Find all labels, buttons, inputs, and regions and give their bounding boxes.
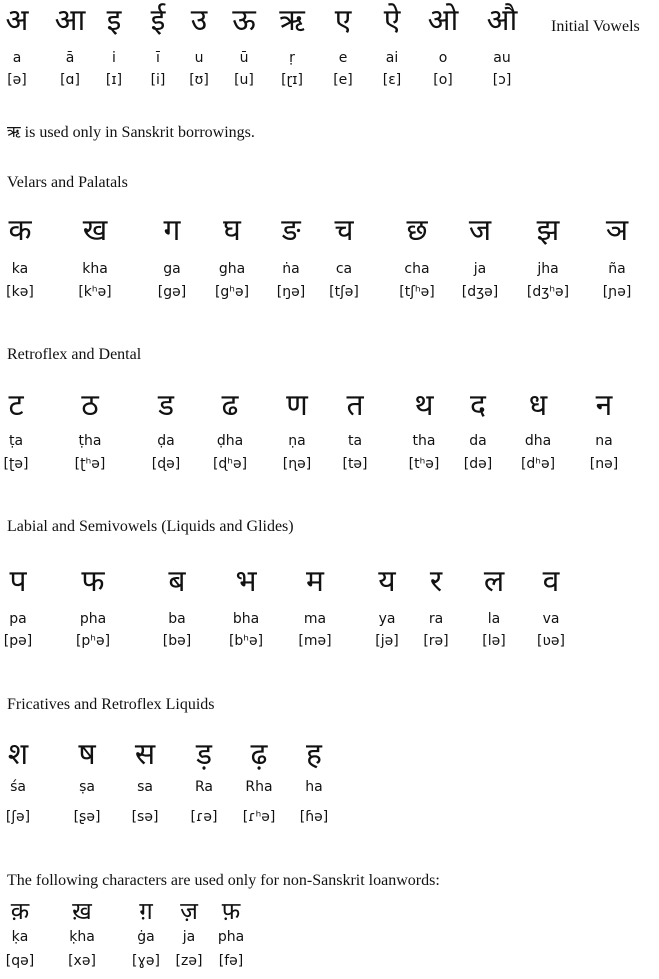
ipa-transcription: [ɣə]: [132, 953, 160, 969]
retroflex-heading: Retroflex and Dental: [7, 346, 142, 363]
ipa-transcription: [bə]: [162, 633, 192, 649]
ipa-transcription: [ŋə]: [276, 284, 306, 300]
devanagari-glyph: ड: [157, 388, 175, 423]
devanagari-glyph: व: [542, 564, 560, 599]
devanagari-glyph: ढ़: [250, 737, 268, 772]
devanagari-glyph: ब: [168, 564, 186, 599]
transliteration: o: [438, 50, 448, 66]
transliteration: gha: [218, 261, 246, 277]
ipa-transcription: [ʊ]: [189, 72, 209, 88]
devanagari-glyph: ठ: [81, 388, 99, 423]
ipa-transcription: [ɑ]: [60, 72, 80, 88]
transliteration: ū: [239, 50, 249, 66]
devanagari-glyph: ण: [286, 388, 308, 423]
ipa-transcription: [qə]: [5, 953, 35, 969]
devanagari-glyph: ट: [8, 388, 24, 423]
transliteration: cha: [404, 261, 430, 277]
transliteration: va: [542, 611, 560, 627]
devanagari-glyph: ध: [528, 388, 548, 423]
ipa-transcription: [lə]: [482, 633, 506, 649]
transliteration: dha: [524, 433, 552, 449]
transliteration: ya: [378, 611, 396, 627]
transliteration: ṭha: [78, 433, 102, 449]
ipa-transcription: [ʋə]: [537, 633, 565, 649]
devanagari-glyph: ऐ: [383, 3, 401, 38]
transliteration: bha: [232, 611, 260, 627]
devanagari-glyph: ज: [468, 213, 492, 248]
ipa-transcription: [tʃə]: [329, 284, 359, 300]
ipa-transcription: [i]: [150, 72, 166, 88]
ipa-transcription: [ɾə]: [190, 809, 218, 825]
transliteration: ta: [347, 433, 363, 449]
transliteration: e: [338, 50, 348, 66]
note-text: is used only in Sanskrit borrowings.: [20, 124, 255, 141]
vowels-heading: Initial Vowels: [551, 18, 640, 35]
transliteration: ra: [428, 611, 444, 627]
ipa-transcription: [kə]: [6, 284, 34, 300]
transliteration: ḳa: [11, 929, 29, 945]
transliteration: ṇa: [288, 433, 306, 449]
devanagari-glyph: ख़: [72, 897, 92, 925]
devanagari-glyph: ष: [78, 737, 96, 772]
devanagari-glyph: च: [334, 213, 354, 248]
ipa-transcription: [o]: [433, 72, 453, 88]
transliteration: ga: [163, 261, 181, 277]
devanagari-glyph: प: [9, 564, 27, 599]
ipa-transcription: [ʃə]: [5, 809, 31, 825]
devanagari-glyph: ञ: [605, 213, 629, 248]
transliteration: ha: [305, 779, 323, 795]
devanagari-glyph: र: [429, 564, 443, 599]
transliteration: Ra: [195, 779, 213, 795]
ipa-transcription: [pə]: [3, 633, 33, 649]
ipa-transcription: [ɲə]: [602, 284, 632, 300]
loanwords-heading: The following characters are used only for non-Sanskrit loanwords:: [7, 872, 440, 889]
devanagari-glyph: भ: [235, 564, 257, 599]
ipa-transcription: [dʒə]: [461, 284, 499, 300]
devanagari-glyph: झ: [536, 213, 560, 248]
ipa-transcription: [ɔ]: [492, 72, 512, 88]
ipa-transcription: [pʰə]: [75, 633, 111, 649]
transliteration: kha: [82, 261, 108, 277]
devanagari-glyph: इ: [106, 3, 122, 38]
transliteration: ṭa: [8, 433, 24, 449]
devanagari-glyph: ए: [334, 3, 352, 38]
devanagari-glyph: क़: [10, 897, 30, 925]
transliteration: pha: [79, 611, 107, 627]
ipa-transcription: [ɦə]: [299, 809, 329, 825]
devanagari-glyph: श: [7, 737, 29, 772]
devanagari-glyph: म: [306, 564, 324, 599]
transliteration: ṣa: [79, 779, 95, 795]
ipa-transcription: [mə]: [298, 633, 332, 649]
transliteration: la: [487, 611, 501, 627]
ipa-transcription: [fə]: [218, 953, 244, 969]
transliteration: ja: [473, 261, 487, 277]
devanagari-glyph: फ: [81, 564, 105, 599]
transliteration: ġa: [137, 929, 155, 945]
ipa-transcription: [sə]: [131, 809, 159, 825]
transliteration: ka: [11, 261, 29, 277]
devanagari-glyph: घ: [223, 213, 241, 248]
ipa-transcription: [e]: [333, 72, 353, 88]
devanagari-glyph: स: [134, 737, 156, 772]
transliteration: ā: [65, 50, 75, 66]
transliteration: na: [595, 433, 613, 449]
transliteration: ḳha: [69, 929, 95, 945]
labial-heading: Labial and Semivowels (Liquids and Glides): [7, 518, 294, 535]
devanagari-glyph: द: [470, 388, 486, 423]
ipa-transcription: [ʈʰə]: [74, 456, 106, 472]
ipa-transcription: [gʰə]: [214, 284, 250, 300]
transliteration: ī: [156, 50, 160, 66]
ipa-transcription: [də]: [463, 456, 493, 472]
devanagari-glyph: आ: [54, 3, 86, 38]
devanagari-glyph: थ: [414, 388, 434, 423]
ipa-transcription: [zə]: [175, 953, 203, 969]
devanagari-glyph: ग़: [139, 897, 153, 925]
devanagari-glyph: ङ: [281, 213, 301, 248]
sanskrit-note: [7, 120, 255, 142]
transliteration: ba: [168, 611, 186, 627]
transliteration: śa: [10, 779, 26, 795]
ipa-transcription: [tə]: [342, 456, 368, 472]
devanagari-glyph: ख: [82, 213, 108, 248]
transliteration: ḍa: [157, 433, 175, 449]
ipa-transcription: [nə]: [589, 456, 619, 472]
devanagari-glyph: क: [8, 213, 32, 248]
ipa-transcription: [bʰə]: [228, 633, 264, 649]
ipa-transcription: [ɾʰə]: [242, 809, 276, 825]
devanagari-glyph: त: [346, 388, 364, 423]
ipa-transcription: [ʂə]: [73, 809, 101, 825]
ipa-transcription: [ɛ]: [382, 72, 402, 88]
ipa-transcription: [ɖə]: [151, 456, 181, 472]
devanagari-glyph: छ: [406, 213, 428, 248]
devanagari-glyph: ई: [150, 3, 166, 38]
ipa-transcription: [rə]: [423, 633, 449, 649]
devanagari-glyph: ड़: [195, 737, 213, 772]
ipa-transcription: [gə]: [157, 284, 187, 300]
transliteration: a: [12, 50, 22, 66]
devanagari-glyph: ल: [483, 564, 505, 599]
ipa-transcription: [kʰə]: [78, 284, 112, 300]
ipa-transcription: [ɪ]: [105, 72, 123, 88]
transliteration: au: [493, 50, 511, 66]
devanagari-glyph: ओ: [427, 3, 459, 38]
transliteration: ṅa: [282, 261, 300, 277]
devanagari-glyph: फ़: [221, 897, 241, 925]
transliteration: ca: [335, 261, 353, 277]
ipa-transcription: [tʃʰə]: [399, 284, 435, 300]
ipa-transcription: [ɽɪ]: [281, 72, 303, 88]
devanagari-glyph: ऋ: [279, 3, 305, 38]
devanagari-glyph: ज़: [180, 897, 198, 925]
velars-heading: Velars and Palatals: [7, 174, 128, 191]
devanagari-glyph: न: [595, 388, 613, 423]
transliteration: i: [112, 50, 116, 66]
devanagari-glyph: ढ: [221, 388, 239, 423]
ipa-transcription: [xə]: [68, 953, 96, 969]
transliteration: ma: [303, 611, 327, 627]
transliteration: pha: [217, 929, 245, 945]
ipa-transcription: [u]: [234, 72, 254, 88]
ipa-transcription: [ɳə]: [282, 456, 312, 472]
transliteration: sa: [137, 779, 153, 795]
transliteration: ṛ: [289, 50, 295, 66]
ipa-transcription: [jə]: [375, 633, 399, 649]
ipa-transcription: [dʰə]: [520, 456, 556, 472]
note-char: ऋ: [7, 122, 21, 141]
transliteration: Rha: [245, 779, 273, 795]
devanagari-glyph: अ: [5, 3, 29, 38]
devanagari-glyph: ग: [163, 213, 181, 248]
ipa-transcription: [ʈə]: [3, 456, 29, 472]
devanagari-glyph: ह: [306, 737, 322, 772]
ipa-transcription: [ə]: [7, 72, 27, 88]
transliteration: ai: [385, 50, 399, 66]
transliteration: ḍha: [216, 433, 244, 449]
fricatives-heading: Fricatives and Retroflex Liquids: [7, 696, 215, 713]
transliteration: jha: [537, 261, 559, 277]
ipa-transcription: [ɖʰə]: [212, 456, 248, 472]
transliteration: ña: [608, 261, 626, 277]
devanagari-glyph: उ: [190, 3, 208, 38]
devanagari-glyph: य: [378, 564, 396, 599]
ipa-transcription: [tʰə]: [408, 456, 440, 472]
transliteration: tha: [412, 433, 436, 449]
transliteration: da: [469, 433, 487, 449]
transliteration: u: [194, 50, 204, 66]
transliteration: ja: [182, 929, 196, 945]
devanagari-glyph: औ: [486, 3, 518, 38]
transliteration: pa: [9, 611, 27, 627]
ipa-transcription: [dʒʰə]: [526, 284, 570, 300]
devanagari-glyph: ऊ: [232, 3, 256, 38]
